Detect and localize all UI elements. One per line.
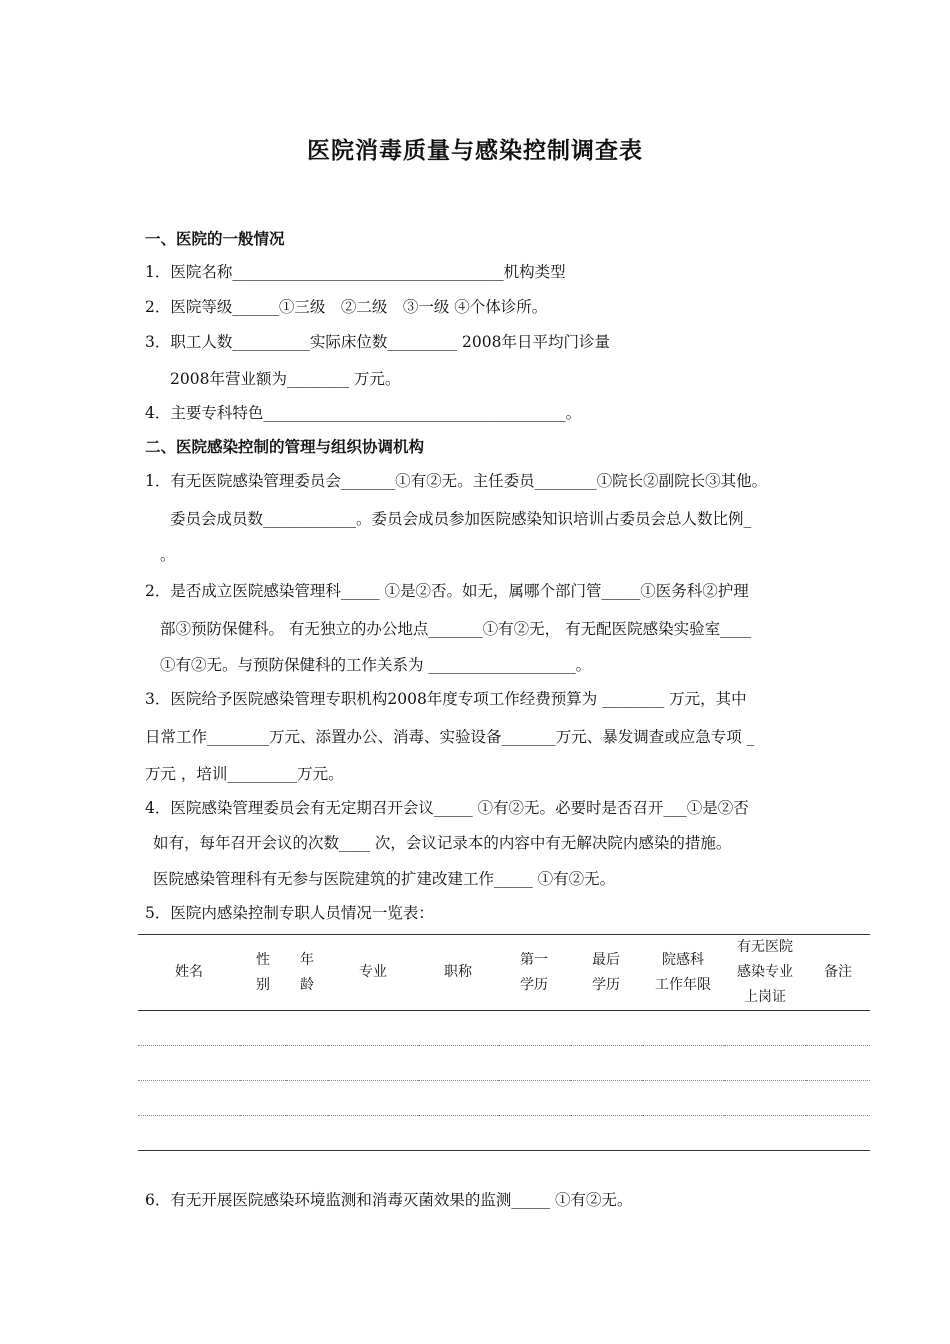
hospital-name-line: 1．医院名称___________________________________机构类型 bbox=[145, 263, 566, 281]
table-row bbox=[138, 1081, 870, 1116]
col-header-name: 姓名 bbox=[138, 935, 240, 1011]
section1-heading: 一、医院的一般情况 bbox=[145, 229, 285, 248]
budget-line-3: 万元 ，培训_________万元。 bbox=[145, 765, 344, 783]
committee-members-line: 委员会成员数____________。委员会成员参加医院感染知识培训占委员会总人数比例_ bbox=[170, 510, 752, 528]
infection-dept-line: 2．是否成立医院感染管理科_____ ①是②否。如无，属哪个部门管_____①医务科②护理 bbox=[145, 582, 749, 600]
budget-line-2: 日常工作________万元、添置办公、消毒、实验设备_______万元、暴发调查或应急专项 _ bbox=[145, 728, 755, 746]
col-header-certificate: 有无医院 感染专业 上岗证 bbox=[724, 935, 806, 1011]
revenue-line: 2008年营业额为________ 万元。 bbox=[170, 370, 401, 388]
col-header-years: 院感科 工作年限 bbox=[642, 935, 724, 1011]
col-header-gender: 性 别 bbox=[240, 935, 286, 1011]
meeting-line: 4．医院感染管理委员会有无定期召开会议_____ ①有②无。必要时是否召开___①是②否 bbox=[145, 799, 749, 817]
monitoring-line: 6．有无开展医院感染环境监测和消毒灭菌效果的监测_____ ①有②无。 bbox=[145, 1191, 633, 1209]
col-header-title: 职称 bbox=[418, 935, 498, 1011]
committee-line: 1．有无医院感染管理委员会_______①有②无。主任委员________①院长②副院长③其他。 bbox=[145, 472, 768, 490]
staff-count-line: 3．职工人数__________实际床位数_________ 2008年日平均门诊量 bbox=[145, 333, 610, 351]
col-header-major: 专业 bbox=[328, 935, 418, 1011]
col-header-age: 年 龄 bbox=[286, 935, 328, 1011]
col-header-last-degree: 最后 学历 bbox=[570, 935, 642, 1011]
table-row bbox=[138, 1116, 870, 1151]
table-header-row bbox=[138, 935, 870, 1011]
budget-line: 3．医院给予医院感染管理专职机构2008年度专项工作经费预算为 ________ 万元，其中 bbox=[145, 690, 747, 708]
col-header-first-degree: 第一 学历 bbox=[498, 935, 570, 1011]
meeting-line-2: 如有，每年召开会议的次数____ 次，会议记录本的内容中有无解决院内感染的措施。 bbox=[153, 834, 732, 852]
committee-members-line-end: 。 bbox=[160, 546, 176, 564]
table-row bbox=[138, 1011, 870, 1046]
construction-line: 医院感染管理科有无参与医院建筑的扩建改建工作_____ ①有②无。 bbox=[153, 870, 616, 888]
table-row bbox=[138, 1046, 870, 1081]
staff-table-caption: 5．医院内感染控制专职人员情况一览表： bbox=[145, 904, 434, 922]
col-header-remarks: 备注 bbox=[806, 935, 870, 1011]
specialty-line: 4．主要专科特色_______________________________________。 bbox=[145, 404, 582, 422]
staff-table bbox=[138, 934, 870, 1151]
section2-heading: 二、医院感染控制的管理与组织协调机构 bbox=[145, 437, 425, 456]
document-title: 医院消毒质量与感染控制调查表 bbox=[307, 137, 643, 164]
infection-dept-line-3: ①有②无。与预防保健科的工作关系为 ___________________。 bbox=[160, 656, 592, 674]
hospital-level-line: 2．医院等级______①三级 ②二级 ③一级 ④个体诊所。 bbox=[145, 298, 548, 316]
infection-dept-line-2: 部③预防保健科。 有无独立的办公地点_______①有②无， 有无配医院感染实验室____ bbox=[160, 620, 752, 638]
